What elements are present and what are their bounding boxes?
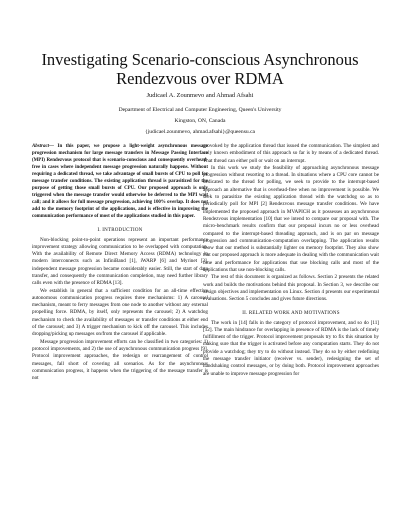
affiliation-email: {judicael.zounmevo, ahmad.afsahi}@queensu.ca	[144, 129, 256, 135]
abstract-label: Abstract—	[32, 144, 54, 149]
paper-title	[20, 50, 380, 88]
title-line-1: Investigating Scenario-conscious Asynchronous	[41, 50, 359, 69]
right-column	[203, 143, 379, 378]
intro-paragraph-3: Message progression improvement efforts can be classified in two categories: 1) protocol improvements, and 2) the use of asynchronous communication progress [9]. Protocol improvement approaches, the redesign or rearrangement of control messages, fall short of covering all scenarios. As for the asynchronous communication progress, it happens when the triggering of the message transfer is not	[32, 338, 208, 382]
intro-paragraph-4: provoked by the application thread that issued the communication. The simplest and only known embodiment of this approach so far is by means of a dedicated thread. That thread can either poll or wait on an interrupt.	[203, 143, 379, 164]
affiliation-city: Kingston, ON, Canada	[174, 118, 226, 124]
section-heading-introduction: I. INTRODUCTION	[97, 227, 143, 233]
title-line-2: Rendezvous over RDMA	[116, 69, 284, 88]
intro-paragraph-2: We establish in general that a sufficient condition for an all-time effective autonomous communication progress requires three mechanisms: 1) A carousel mechanism, meant to ferry messages from one node to another without any external propelling force. RDMA, by itself, only represents the carousel; 2) A watchdog mechanism to check the availability of messages or transfer conditions at either end of the carousel; and 3) A trigger mechanism to kick off the carousel. This includes dropping/picking up messages on/from the carousel if applicable.	[32, 287, 208, 338]
authors: Judicael A. Zounmevo and Ahmad Afsahi	[146, 92, 254, 99]
intro-paragraph-1: Non-blocking point-to-point operations represent an important performance improvement strategy allowing communication to be overlapped with computation. With the availability of Remote Direct Memory Access (RDMA) technology in modern interconnects such as InfiniBand [1], iWARP [6] and Myrinet [3], independent message progression became considerably easier. Still, the start of data transfer, and consequently the communication completion, may need further library calls even with the presence of RDMA [13].	[32, 236, 208, 287]
affiliation	[20, 105, 380, 138]
affiliation-dept: Department of Electrical and Computer Engineering, Queen's University	[118, 107, 282, 113]
intro-paragraph-6: The rest of this document is organized as follows. Section 2 presents the related work and builds the motivations behind this proposal. In Section 3, we describe our design objectives and implementation on Linux. Section 4 presents our experimental evaluations. Section 5 concludes and gives future directions.	[203, 274, 379, 303]
section-heading-related-work: II. RELATED WORK AND MOTIVATIONS	[242, 310, 340, 316]
left-column	[32, 143, 208, 382]
abstract-text: In this paper, we propose a light-weight asynchronous message progression mechanism for large message transfers in Message Passing Interface (MPI) Rendezvous protocol that is scenario-conscious and consequently overhead-free in cases where independent message progression naturally happens. Without requiring a dedicated thread, we take advantage of small bursts of CPU to poll for message transfer conditions. The existing application thread is parasitized for the purpose of getting those small bursts of CPU. Our proposed approach is only triggered when the message transfer would otherwise be deferred to the MPI wait call; and it allows for full message progression, achieving 100% overlap. It does not add to the memory footprint of the applications, and is effective in improving the communication performance of most of the applications studied in this paper.	[32, 144, 208, 220]
intro-paragraph-5: In this work we study the feasibility of approaching asynchronous message progression without resorting to a thread. In situations where a CPU core cannot be dedicated to the thread for polling, we seek to provide to the interrupt-based approach an alternative that is overhead-free when no improvement is possible. We seek to parasitize the existing application thread with the watchdog so as to periodically poll for MPI [2] Rendezvous message transfer conditions. We have implemented the proposed approach in MVAPICH as it possesses an asynchronous Rendezvous implementation [10] that we intend to compare our proposal with. The micro-benchmark results confirm that our proposal incurs no or less overhead compared to the interrupt-based threading approach, and is on par on message progression and communication-computation overlapping. The application results show that our method is substantially lighter on memory footprint. They also show that our proposed approach is more adequate in dealing with the communication wait time and performance for applications that use blocking calls and most of the applications that use non-blocking calls.	[203, 164, 379, 274]
abstract	[32, 143, 208, 221]
related-work-paragraph-1: The work in [14] falls in the category of protocol improvement, and so do [11][12]. The main hindrance for overlapping in presence of RDMA is the lack of timely fulfillment of the trigger. Protocol improvement proposals try to fix this situation by making sure that the trigger is activated before any computation starts. They do not provide a watchdog; they try to do without instead. They do so by either redefining the message transfer initiator (receiver vs. sender), redesigning the set of handshaking control messages, or by doing both. Protocol improvement approaches are unable to improve message progression for	[203, 319, 379, 377]
